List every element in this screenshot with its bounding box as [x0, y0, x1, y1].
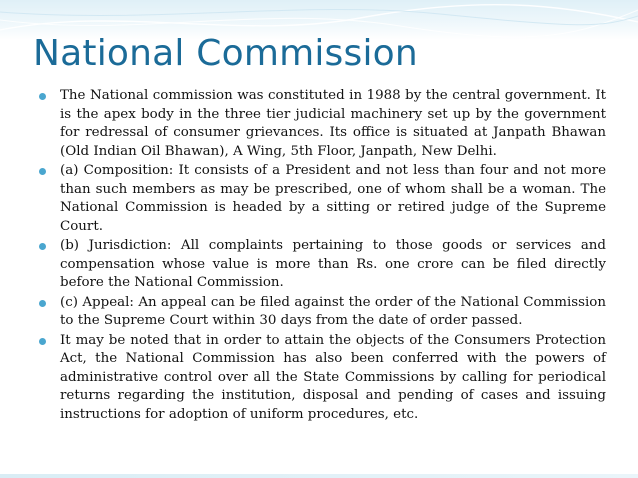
bullet-dot-icon [39, 93, 46, 100]
list-item [39, 237, 606, 293]
bullet-text: (c) Appeal: An appeal can be filed against the order of the National Commission to the Supreme Court within 30 days from the date of order passed. [60, 294, 606, 328]
bullet-dot-icon [39, 168, 46, 175]
list-item [39, 162, 606, 236]
bullet-list [39, 87, 606, 425]
bullet-dot-icon [39, 338, 46, 345]
bullet-text: It may be noted that in order to attain the objects of the Consumers Protection Act, the National Commission has also been conferred with the powers of administrative control over all the State Commissions by calling for periodical returns regarding the institution, disposal and pending of cases and issuing instructions for adoption of uniform procedures, etc. [60, 332, 606, 422]
slide-title: National Commission [33, 33, 418, 74]
list-item [39, 294, 606, 331]
list-item [39, 332, 606, 425]
list-item [39, 87, 606, 161]
bullet-text: The National commission was constituted in 1988 by the central government. It is the apex body in the three tier judicial machinery set up by the government for redressal of consumer grievances. Its office is situated at Janpath Bhawan (Old Indian Oil Bhawan), A Wing, 5th Floor, Janpath, New Delhi. [60, 88, 606, 159]
bullet-dot-icon [39, 300, 46, 307]
footer-decoration [0, 474, 638, 478]
bullet-dot-icon [39, 243, 46, 250]
bullet-text: (b) Jurisdiction: All complaints pertaining to those goods or services and compensation whose value is more than Rs. one crore can be filed directly before the National Commission. [60, 238, 606, 290]
bullet-text: (a) Composition: It consists of a President and not less than four and not more than such members as may be prescribed, one of whom shall be a woman. The National Commission is headed by a sitting or retired judge of the Supreme Court. [60, 163, 606, 234]
